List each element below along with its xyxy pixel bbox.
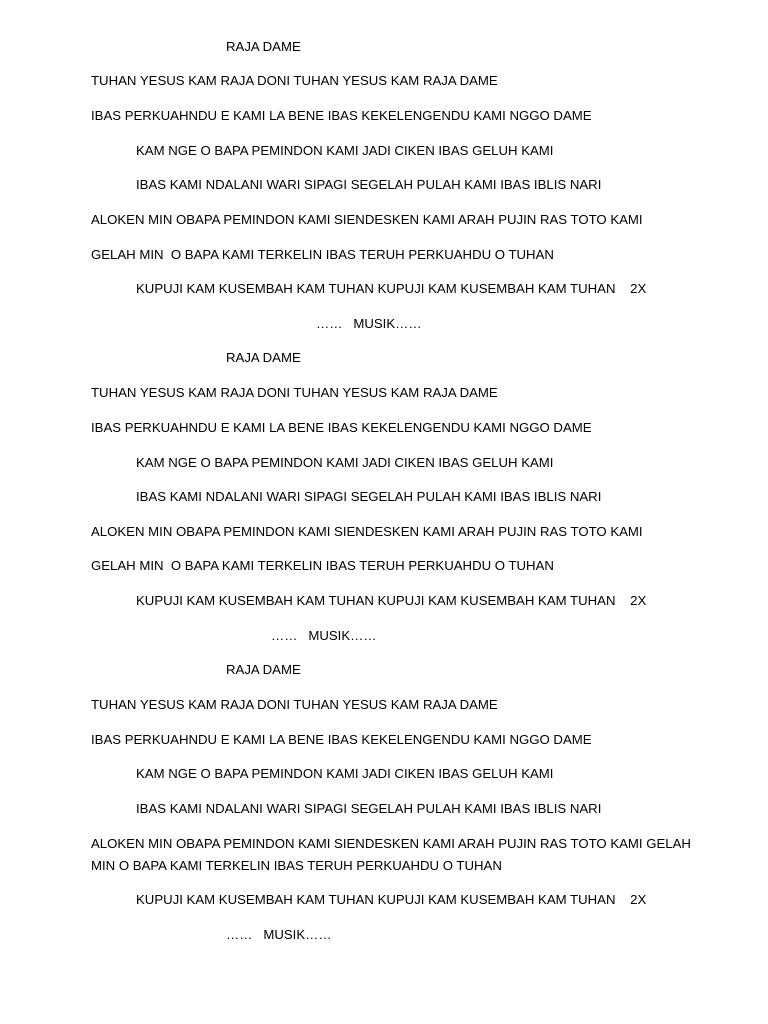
song-title: RAJA DAME — [226, 39, 301, 54]
lyric-line: KUPUJI KAM KUSEMBAH KAM TUHAN KUPUJI KAM KUSEMBAH KAM TUHAN 2X — [136, 593, 647, 608]
lyric-line: TUHAN YESUS KAM RAJA DONI TUHAN YESUS KAM RAJA DAME — [91, 73, 498, 88]
lyric-line: IBAS KAMI NDALANI WARI SIPAGI SEGELAH PULAH KAMI IBAS IBLIS NARI — [136, 489, 602, 504]
lyric-line: GELAH MIN O BAPA KAMI TERKELIN IBAS TERUH PERKUAHDU O TUHAN — [91, 558, 554, 573]
lyric-line: KAM NGE O BAPA PEMINDON KAMI JADI CIKEN IBAS GELUH KAMI — [136, 143, 554, 158]
lyric-line: KAM NGE O BAPA PEMINDON KAMI JADI CIKEN IBAS GELUH KAMI — [136, 766, 554, 781]
lyric-line: TUHAN YESUS KAM RAJA DONI TUHAN YESUS KAM RAJA DAME — [91, 697, 498, 712]
song-title: RAJA DAME — [226, 350, 301, 365]
lyric-line: GELAH MIN O BAPA KAMI TERKELIN IBAS TERUH PERKUAHDU O TUHAN — [91, 247, 554, 262]
lyric-line: IBAS PERKUAHNDU E KAMI LA BENE IBAS KEKELENGENDU KAMI NGGO DAME — [91, 420, 592, 435]
lyric-line: IBAS KAMI NDALANI WARI SIPAGI SEGELAH PULAH KAMI IBAS IBLIS NARI — [136, 177, 602, 192]
music-interlude: …… MUSIK…… — [226, 927, 332, 942]
lyric-line: KUPUJI KAM KUSEMBAH KAM TUHAN KUPUJI KAM KUSEMBAH KAM TUHAN 2X — [136, 892, 647, 907]
lyric-line-wrapped: ALOKEN MIN OBAPA PEMINDON KAMI SIENDESKEN KAMI ARAH PUJIN RAS TOTO KAMI GELAH MIN O BAPA KAMI TERKELIN IBAS TERUH PERKUAHDU O TUHAN — [91, 836, 691, 873]
lyric-line: KAM NGE O BAPA PEMINDON KAMI JADI CIKEN IBAS GELUH KAMI — [136, 455, 554, 470]
lyric-line: ALOKEN MIN OBAPA PEMINDON KAMI SIENDESKEN KAMI ARAH PUJIN RAS TOTO KAMI — [91, 524, 643, 539]
lyric-line: IBAS KAMI NDALANI WARI SIPAGI SEGELAH PULAH KAMI IBAS IBLIS NARI — [136, 801, 602, 816]
lyric-line: IBAS PERKUAHNDU E KAMI LA BENE IBAS KEKELENGENDU KAMI NGGO DAME — [91, 108, 592, 123]
lyric-line: TUHAN YESUS KAM RAJA DONI TUHAN YESUS KAM RAJA DAME — [91, 385, 498, 400]
lyric-line: KUPUJI KAM KUSEMBAH KAM TUHAN KUPUJI KAM KUSEMBAH KAM TUHAN 2X — [136, 281, 647, 296]
music-interlude: …… MUSIK…… — [316, 316, 422, 331]
lyric-line: ALOKEN MIN OBAPA PEMINDON KAMI SIENDESKEN KAMI ARAH PUJIN RAS TOTO KAMI — [91, 212, 643, 227]
lyric-line: IBAS PERKUAHNDU E KAMI LA BENE IBAS KEKELENGENDU KAMI NGGO DAME — [91, 732, 592, 747]
song-title: RAJA DAME — [226, 662, 301, 677]
music-interlude: …… MUSIK…… — [271, 628, 377, 643]
